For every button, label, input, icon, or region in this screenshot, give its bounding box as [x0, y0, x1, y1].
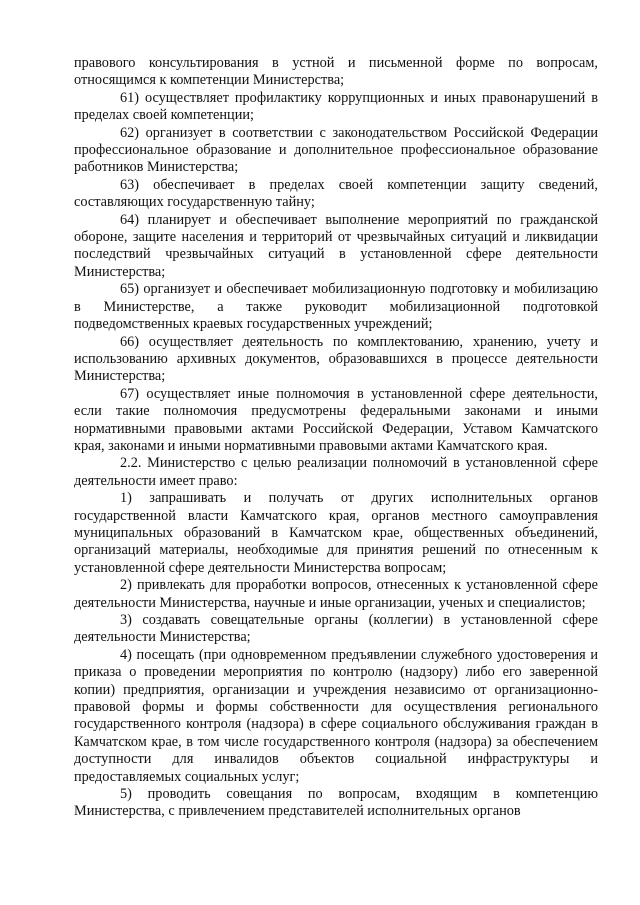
document-page	[74, 55, 598, 821]
paragraph-section-2-2: 2.2. Министерство с целью реализации полномочий в установленной сфере деятельности имеет право:	[74, 455, 598, 489]
paragraph-item-65: 65) организует и обеспечивает мобилизационную подготовку и мобилизацию в Министерстве, а также руководит мобилизационной подготовкой подведомственных краевых государственных учреждений;	[74, 281, 598, 333]
paragraph-item-64: 64) планирует и обеспечивает выполнение мероприятий по гражданской обороне, защите населения и территорий от чрезвычайных ситуаций и ликвидации последствий чрезвычайных ситуаций в установленной сфере деятельности Министерства;	[74, 211, 598, 280]
paragraph-right-3: 3) создавать совещательные органы (коллегии) в установленной сфере деятельности Министерства;	[74, 612, 598, 646]
paragraph-right-5: 5) проводить совещания по вопросам, входящим в компетенцию Министерства, с привлечением представителей исполнительных органов	[74, 786, 598, 820]
paragraph-item-63: 63) обеспечивает в пределах своей компетенции защиту сведений, составляющих государственную тайну;	[74, 176, 598, 211]
paragraph-right-2: 2) привлекать для проработки вопросов, отнесенных к установленной сфере деятельности Министерства, научные и иные организации, ученых и специалистов;	[74, 577, 598, 611]
paragraph-item-61: 61) осуществляет профилактику коррупционных и иных правонарушений в пределах своей компетенции;	[74, 89, 598, 124]
paragraph-right-1: 1) запрашивать и получать от других исполнительных органов государственной власти Камчатского края, органов местного самоуправления муниципальных образований в Камчатском крае, общественных объединений, организаций материалы, необходимые для принятия решений по отнесенным к установленной сфере деятельности Министерства вопросам;	[74, 490, 598, 576]
paragraph-item-62: 62) организует в соответствии с законодательством Российской Федерации профессиональное образование и дополнительное профессиональное образование работников Министерства;	[74, 124, 598, 176]
paragraph-right-4: 4) посещать (при одновременном предъявлении служебного удостоверения и приказа о проведении мероприятия по контролю (надзору) либо его заверенной копии) предприятия, организации и учреждения независимо от организационно-правовой формы и формы собственности для осуществления регионального государственного контроля (надзора) в сфере социального обслуживания граждан в Камчатском крае, в том числе государственного контроля (надзора) за обеспечением доступности для инвалидов объектов социальной инфраструктуры и предоставляемых социальных услуг;	[74, 646, 598, 785]
paragraph-item-67: 67) осуществляет иные полномочия в установленной сфере деятельности, если такие полномочия предусмотрены федеральными законами и иными нормативными правовыми актами Российской Федерации, Уставом Камчатского края, законами и иными нормативными правовыми актами Камчатского края.	[74, 385, 598, 454]
paragraph-continuation: правового консультирования в устной и письменной форме по вопросам, относящимся к компетенции Министерства;	[74, 55, 598, 89]
paragraph-item-66: 66) осуществляет деятельность по комплектованию, хранению, учету и использованию архивных документов, образовавшихся в процессе деятельности Министерства;	[74, 333, 598, 385]
